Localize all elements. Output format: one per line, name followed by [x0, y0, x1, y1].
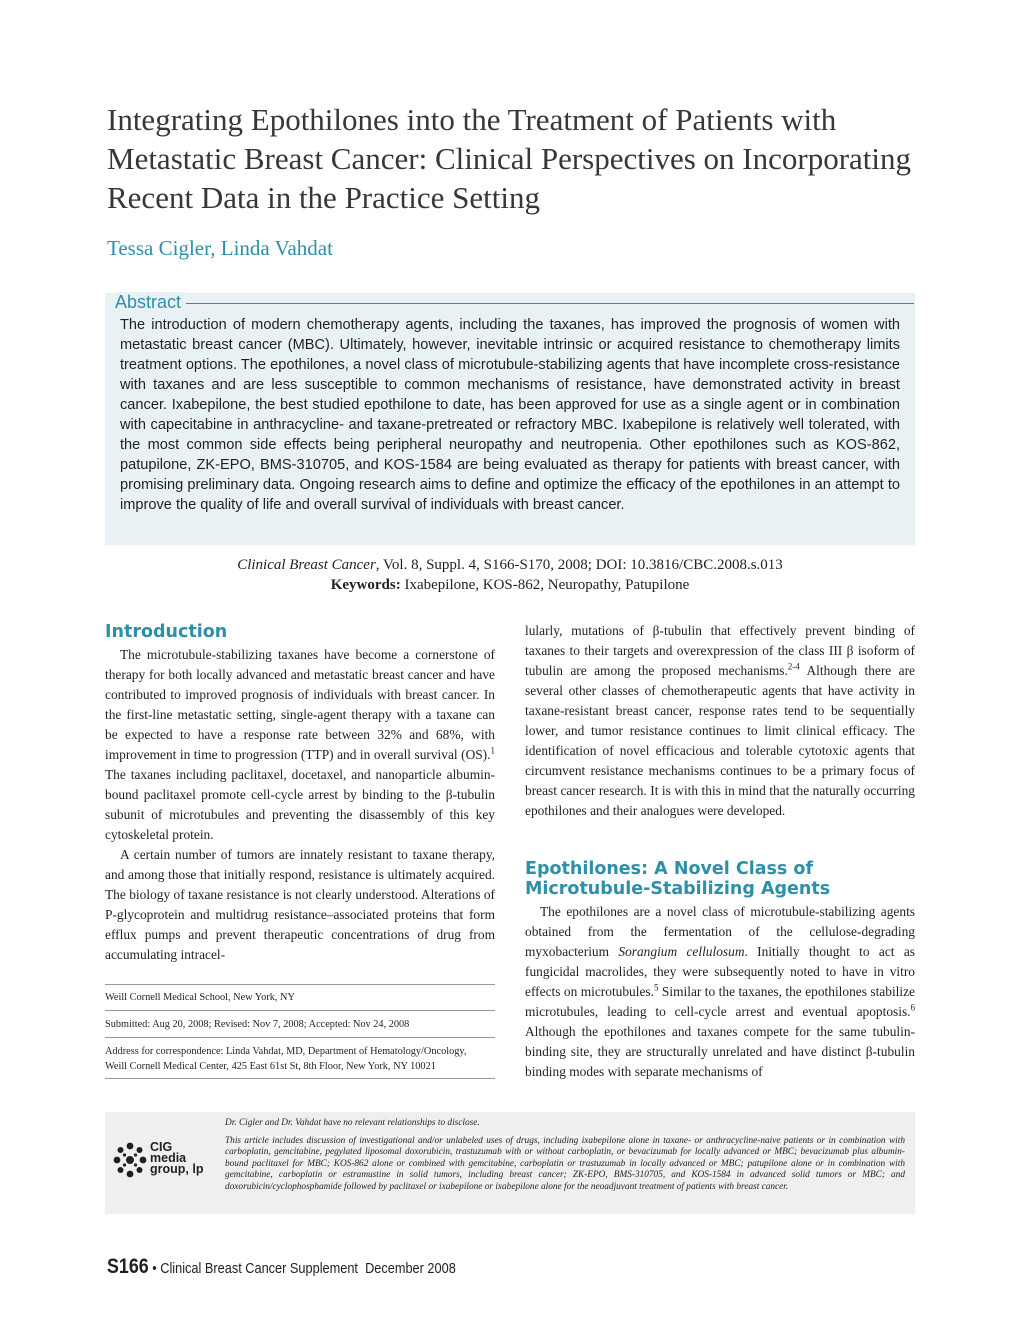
reference-1: 1: [490, 745, 495, 756]
species-name: Sorangium cellulosum: [618, 944, 745, 959]
reference-2-4: 2-4: [787, 661, 800, 672]
affiliation: Weill Cornell Medical School, New York, NY: [105, 992, 295, 1003]
introduction-heading: Introduction: [105, 622, 228, 642]
epothilones-section: [525, 902, 915, 1082]
reference-5: 5: [653, 982, 659, 993]
epo-p1-text-c: Similar to the taxanes, the epothilones stabilize microtubules, leading to cell-cycle arrest and eventual apoptosis.: [525, 984, 915, 1019]
abstract-rule: [186, 303, 914, 304]
citation-journal: Clinical Breast Cancer: [237, 557, 376, 573]
page-footer: [107, 1255, 456, 1279]
submission-dates: Submitted: Aug 20, 2008; Revised: Nov 7, 2008; Accepted: Nov 24, 2008: [105, 1019, 410, 1030]
correspondence-line-1: Address for correspondence: Linda Vahdat, MD, Department of Hematology/Oncology,: [105, 1046, 467, 1057]
epothilones-paragraph-1: [525, 902, 915, 1082]
citation: [105, 555, 915, 575]
page-number: S166: [107, 1255, 149, 1278]
keywords-list: Ixabepilone, KOS-862, Neuropathy, Patupilone: [400, 577, 690, 593]
intro-paragraph-2-continued: [525, 621, 915, 821]
correspondence-line-2: Weill Cornell Medical Center, 425 East 61st St, 8th Floor, New York, NY 10021: [105, 1061, 436, 1072]
epothilones-heading-line-2: Microtubule-Stabilizing Agents: [525, 879, 831, 899]
epothilones-heading: [525, 859, 830, 899]
keywords-label: Keywords:: [330, 577, 401, 593]
intro-p2-cont-a: lularly, mutations of β-tubulin that effectively prevent binding of taxanes to their targets and overexpression of the class III β isoform of tubulin are among the proposed mechanisms.: [525, 623, 915, 678]
epo-p1-text-a: The epothilones are a novel class of microtubule-stabilizing agents obtained from the fermentation of the cellulose-degrading myxobacterium: [525, 904, 915, 959]
reference-6: 6: [910, 1002, 915, 1013]
publisher-line-2: media: [150, 1151, 187, 1165]
offlabel-disclosure: This article includes discussion of investigational and/or unlabeled uses of drugs, including ixabepilone alone in taxane- or anthracycline-naive patients or in combination with carboplatin, gemcitabine, pegylated liposomal doxorubicin, trastuzumab with or without carboplatin, or bevacizumab for locally advanced or MBC; bevacizumab plus albumin-bound paclitaxel for MBC; KOS-862 alone or combined with gemcitabine, carboplatin or trastuzumab in locally advanced or MBC; patupilone alone or in combination with gemcitabine, carboplatin or estramustine in solid tumors, including breast cancer; ZK-EPO, BMS-310705, and KOS-1584 in advanced solid tumors or MBC; and doxorubicin/cyclophosphamide followed by paclitaxel or ixabepilone or ixabepilone alone for the neoadjuvant treatment of patients with breast cancer.: [225, 1136, 905, 1192]
intro-paragraph-2: A certain number of tumors are innately resistant to taxane therapy, and among those that initially respond, resistance is ultimately acquired. The biology of taxane resistance is not clearly understood. Alterations of P-glycoprotein and multidrug resistance–associated proteins that form efflux pumps and prevent therapeutic concentrations of drug from accumulating intracel-: [105, 847, 495, 962]
intro-p1-text-a: The microtubule-stabilizing taxanes have become a cornerstone of therapy for both locally advanced and metastatic breast cancer and have contributed to improved prognosis of individuals with breast cancer. In the first-line metastatic setting, single-agent therapy with a taxane can be expected to have a response rate between 32% and 68%, with improvement in time to progression (TTP) and in overall survival (OS).: [105, 647, 495, 762]
abstract-heading: Abstract: [115, 292, 184, 313]
cig-flower-logo-icon: [112, 1140, 148, 1180]
article-authors: Tessa Cigler, Linda Vahdat: [107, 236, 333, 260]
epo-p1-text-b: . Initially thought to act as fungicidal macrolides, they were subsequently noted to have in vitro effects on microtubules.: [525, 944, 915, 999]
citation-details: , Vol. 8, Suppl. 4, S166-S170, 2008; DOI: 10.3816/CBC.2008.s.013: [375, 557, 783, 573]
keywords: [105, 575, 915, 595]
left-column: [105, 645, 495, 965]
footer-separator: •: [148, 1260, 161, 1277]
publisher-line-3: group, lp: [150, 1162, 204, 1176]
correspondence: [105, 1044, 495, 1074]
footnote-rule-2: [105, 1010, 495, 1011]
epo-p1-text-d: Although the epothilones and taxanes compete for the same tubulin-binding site, they are structurally unrelated and have distinct β-tubulin binding modes with separate mechanisms of: [525, 1024, 915, 1079]
abstract-text: The introduction of modern chemotherapy agents, including the taxanes, has improved the prognosis of women with metastatic breast cancer (MBC). Ultimately, however, inevitable intrinsic or acquired resistance to chemotherapy limits treatment options. The epothilones, a novel class of microtubule-stabilizing agents that have incomplete cross-resistance with taxanes and are less susceptible to common mechanisms of resistance, have demonstrated activity in breast cancer. Ixabepilone, the best studied epothilone to date, has been approved for use as a single agent or in combination with capecitabine in anthracycline- and taxane-pretreated or refractory MBC. Ixabepilone is relatively well tolerated, with the most common side effects being peripheral neuropathy and neutropenia. Other epothilones such as KOS-862, patupilone, ZK-EPO, BMS-310705, and KOS-1584 are being evaluated as therapy for patients with breast cancer, with promising preliminary data. Ongoing research aims to define and optimize the efficacy of the epothilones in an attempt to improve the quality of life and overall survival of individuals with breast cancer.: [120, 317, 900, 513]
intro-p2-cont-b: Although there are several other classes of chemotherapeutic agents that have activity in taxane-resistant breast cancer, response rates tend to be sequentially lower, and tumor resistance continues to limit clinical efficacy. The identification of novel efficacious and tolerable cytotoxic agents that circumvent resistance mechanisms continues to be a primary focus of breast cancer research. It is with this in mind that the naturally occurring epothilones and their analogues were developed.: [525, 663, 915, 818]
footer-journal: Clinical Breast Cancer Supplement: [160, 1260, 358, 1277]
footnote-rule-3: [105, 1037, 495, 1038]
right-column: [525, 621, 915, 821]
footnote-rule-4: [105, 1078, 495, 1079]
epothilones-heading-line-1: Epothilones: A Novel Class of: [525, 859, 814, 879]
conflict-disclosure: Dr. Cigler and Dr. Vahdat have no relevant relationships to disclose.: [225, 1118, 480, 1128]
publisher-line-1: CIG: [150, 1140, 173, 1154]
publisher-logo-text: [150, 1142, 203, 1175]
footnote-rule-1: [105, 984, 495, 985]
intro-paragraph-1: [105, 645, 495, 845]
footer-date: December 2008: [365, 1260, 456, 1277]
article-title: Integrating Epothilones into the Treatment of Patients with Metastatic Breast Cancer: Clinical Perspectives on Incorporating Recent Data in the Practice Setting: [107, 102, 912, 215]
intro-p1-text-b: The taxanes including paclitaxel, docetaxel, and nanoparticle albumin-bound paclitaxel promote cell-cycle arrest by binding to the β-tubulin subunit of microtubules and preventing the disassembly of this key cytoskeletal protein.: [105, 767, 495, 842]
